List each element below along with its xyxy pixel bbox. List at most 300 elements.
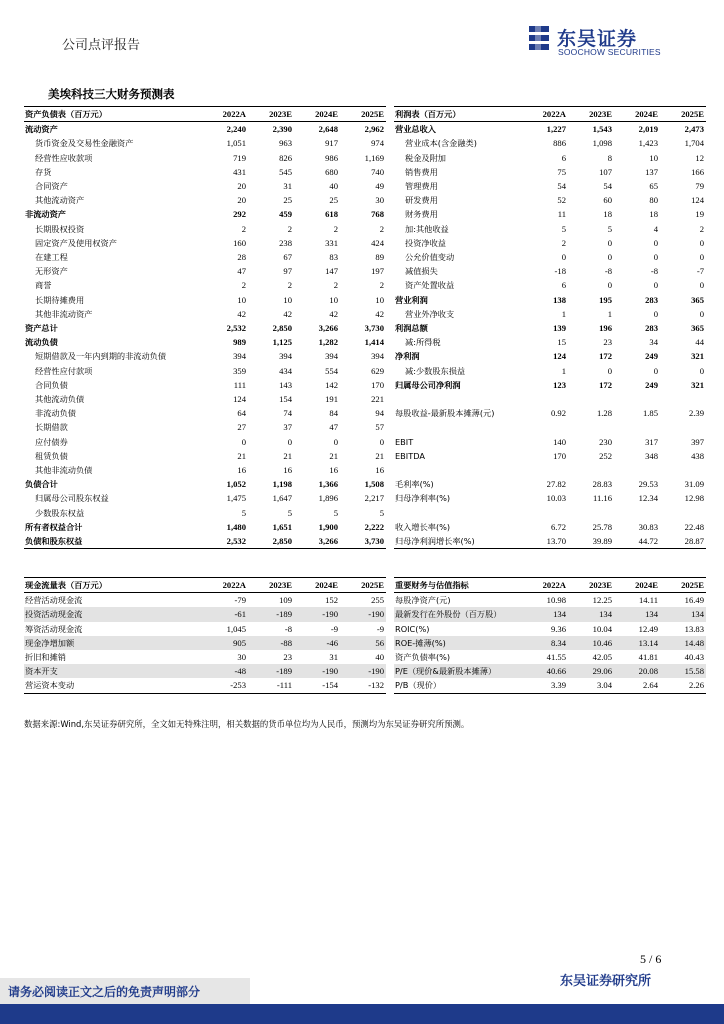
value-cell: 3,266 <box>318 323 338 334</box>
column-header: 2022A <box>202 107 248 122</box>
table-row <box>24 435 386 449</box>
value-cell: 252 <box>599 450 612 461</box>
value-cell: 2,217 <box>364 493 384 504</box>
value-cell: 147 <box>325 266 338 277</box>
value-cell: 42 <box>237 308 246 319</box>
value-cell: 11.16 <box>592 493 612 504</box>
table-row <box>24 520 386 534</box>
value-cell: 142 <box>325 379 338 390</box>
table-row <box>394 193 706 207</box>
footer-bar <box>0 1004 724 1024</box>
value-cell: 974 <box>371 138 384 149</box>
value-cell: 0 <box>607 252 612 263</box>
value-cell: 2 <box>287 223 292 234</box>
value-cell: -18 <box>554 266 566 277</box>
table-row <box>24 534 386 549</box>
value-cell: 0 <box>333 436 338 447</box>
value-cell: 30 <box>375 195 384 206</box>
value-cell: 230 <box>599 436 612 447</box>
column-header: 2024E <box>614 578 660 593</box>
column-header: 2025E <box>340 578 386 593</box>
row-label: 减:少数股东损益 <box>405 365 466 376</box>
value-cell: 25.78 <box>592 521 612 532</box>
value-cell: 97 <box>283 266 292 277</box>
value-cell: 31 <box>283 181 292 192</box>
value-cell: 139 <box>553 323 566 334</box>
value-cell: 109 <box>279 595 292 606</box>
value-cell: 0 <box>699 280 704 291</box>
table-row <box>394 250 706 264</box>
table-row <box>394 449 706 463</box>
table-row <box>394 165 706 179</box>
value-cell: 28.83 <box>592 479 612 490</box>
value-cell: 42 <box>375 308 384 319</box>
value-cell: 16.49 <box>684 595 704 606</box>
value-cell: 431 <box>233 166 246 177</box>
value-cell: 10.46 <box>568 636 614 650</box>
value-cell <box>568 463 614 477</box>
value-cell: -132 <box>340 678 386 693</box>
value-cell: 986 <box>325 152 338 163</box>
value-cell <box>568 420 614 434</box>
value-cell: -8 <box>650 266 658 277</box>
column-header: 2024E <box>294 578 340 593</box>
row-label: 营业外净收支 <box>405 308 455 319</box>
value-cell: 172 <box>599 351 612 362</box>
table-row <box>24 321 386 335</box>
value-cell: 5 <box>333 507 338 518</box>
value-cell: 317 <box>645 436 658 447</box>
table-row <box>394 179 706 193</box>
row-label: 加:其他收益 <box>405 223 449 234</box>
table-row <box>394 636 706 650</box>
value-cell: 124 <box>691 195 704 206</box>
footer-disclaimer: 请务必阅读正文之后的免责声明部分 <box>8 985 201 999</box>
value-cell: 29.53 <box>638 479 658 490</box>
value-cell: 1,543 <box>592 124 612 135</box>
value-cell: 44 <box>695 337 704 348</box>
logo-text-cn: 东吴证券 <box>557 28 638 50</box>
value-cell: 18 <box>649 209 658 220</box>
value-cell: 0 <box>699 237 704 248</box>
value-cell: 1,423 <box>638 138 658 149</box>
row-label: 资产负债率(%) <box>395 652 451 663</box>
table-row <box>24 222 386 236</box>
table-row <box>394 520 706 534</box>
row-label: 长期待摊费用 <box>35 294 85 305</box>
row-label: 其他流动负债 <box>35 394 85 405</box>
column-header: 2023E <box>248 107 294 122</box>
value-cell: 94 <box>375 408 384 419</box>
value-cell: 21 <box>283 450 292 461</box>
value-cell: 249 <box>645 379 658 390</box>
value-cell: 74 <box>283 408 292 419</box>
value-cell: 0 <box>699 252 704 263</box>
table-row <box>394 378 706 392</box>
value-cell: 20.08 <box>614 664 660 678</box>
value-cell: 152 <box>325 595 338 606</box>
column-header: 2023E <box>568 107 614 122</box>
row-label: 流动资产 <box>25 124 58 135</box>
value-cell: -61 <box>202 607 248 621</box>
value-cell: 60 <box>603 195 612 206</box>
table-row <box>394 278 706 292</box>
value-cell: 2 <box>379 223 384 234</box>
row-label: P/B（现价） <box>394 678 522 693</box>
table-row <box>394 222 706 236</box>
value-cell: 27.82 <box>546 479 566 490</box>
value-cell: 4 <box>653 223 658 234</box>
value-cell: 30 <box>237 652 246 663</box>
value-cell: 459 <box>279 209 292 220</box>
row-label: 合同资产 <box>35 181 68 192</box>
value-cell: 44.72 <box>614 534 660 549</box>
value-cell: 680 <box>325 166 338 177</box>
value-cell: -46 <box>294 636 340 650</box>
table-title-cell: 重要财务与估值指标 <box>394 578 522 593</box>
value-cell <box>660 463 706 477</box>
value-cell: 42 <box>283 308 292 319</box>
value-cell: 1 <box>607 308 612 319</box>
value-cell: 3,730 <box>340 534 386 549</box>
row-label: 资产总计 <box>25 323 58 334</box>
table-row <box>24 449 386 463</box>
value-cell <box>614 506 660 520</box>
table-header-row <box>394 107 706 122</box>
value-cell: 618 <box>325 209 338 220</box>
value-cell: -190 <box>340 664 386 678</box>
value-cell: 1,366 <box>318 479 338 490</box>
value-cell <box>568 392 614 406</box>
value-cell: 42.05 <box>592 652 612 663</box>
value-cell: 1,704 <box>684 138 704 149</box>
column-header: 2023E <box>248 578 294 593</box>
value-cell: 84 <box>329 408 338 419</box>
value-cell: 1,052 <box>226 479 246 490</box>
brand-logo <box>527 24 677 60</box>
value-cell: 5 <box>607 223 612 234</box>
value-cell: 197 <box>371 266 384 277</box>
table-header-row <box>24 107 386 122</box>
value-cell: 5 <box>241 507 246 518</box>
value-cell: 394 <box>233 351 246 362</box>
row-label: 负债和股东权益 <box>24 534 202 549</box>
value-cell: 434 <box>279 365 292 376</box>
value-cell: -48 <box>202 664 248 678</box>
table-row <box>394 477 706 491</box>
value-cell: 64 <box>237 408 246 419</box>
value-cell: 2,648 <box>318 124 338 135</box>
value-cell: 160 <box>233 237 246 248</box>
value-cell: 2,850 <box>272 323 292 334</box>
value-cell: 2.39 <box>688 408 704 419</box>
row-label: 营运资本变动 <box>24 678 202 693</box>
value-cell: 56 <box>340 636 386 650</box>
value-cell: 2,532 <box>202 534 248 549</box>
value-cell: 20 <box>237 195 246 206</box>
row-label: 管理费用 <box>405 181 438 192</box>
value-cell: 8.34 <box>522 636 568 650</box>
table-row <box>394 678 706 693</box>
value-cell: 2 <box>561 237 566 248</box>
value-cell: -8 <box>604 266 612 277</box>
value-cell: -190 <box>340 607 386 621</box>
value-cell: 79 <box>695 181 704 192</box>
value-cell: 826 <box>279 152 292 163</box>
table-row <box>394 491 706 505</box>
row-label: 财务费用 <box>405 209 438 220</box>
value-cell: 15 <box>557 337 566 348</box>
value-cell: 10 <box>375 294 384 305</box>
table-title-cell: 利润表（百万元） <box>394 107 522 122</box>
value-cell: 22.48 <box>684 521 704 532</box>
table-row <box>24 122 386 137</box>
row-label: 长期股权投资 <box>35 223 85 234</box>
table-row <box>24 193 386 207</box>
table-row <box>24 179 386 193</box>
table-row <box>24 678 386 693</box>
value-cell: 19 <box>695 209 704 220</box>
value-cell <box>660 420 706 434</box>
row-label: 租赁负债 <box>35 450 68 461</box>
row-label: 非流动资产 <box>25 209 66 220</box>
value-cell: 2.64 <box>614 678 660 693</box>
value-cell: 37 <box>283 422 292 433</box>
value-cell: 2,390 <box>272 124 292 135</box>
value-cell: 0 <box>653 308 658 319</box>
column-header: 2022A <box>522 107 568 122</box>
value-cell: 47 <box>329 422 338 433</box>
value-cell: 2,962 <box>364 124 384 135</box>
value-cell: 1,475 <box>226 493 246 504</box>
table-row <box>24 650 386 664</box>
value-cell: 2,240 <box>226 124 246 135</box>
value-cell: 1,414 <box>364 337 384 348</box>
logo-text-en: SOOCHOW SECURITIES <box>558 47 661 57</box>
table-row <box>394 136 706 150</box>
row-label <box>394 392 522 406</box>
value-cell: 14.48 <box>660 636 706 650</box>
table-row <box>394 392 706 406</box>
value-cell: 57 <box>375 422 384 433</box>
value-cell: 0 <box>379 436 384 447</box>
value-cell: 3,730 <box>364 323 384 334</box>
value-cell: 5 <box>379 507 384 518</box>
row-label: 无形资产 <box>35 266 68 277</box>
value-cell: -189 <box>248 664 294 678</box>
value-cell: 5 <box>561 223 566 234</box>
value-cell: 394 <box>371 351 384 362</box>
table-row <box>394 307 706 321</box>
value-cell: 283 <box>645 323 658 334</box>
value-cell: 1,508 <box>364 479 384 490</box>
table-row <box>24 349 386 363</box>
valuation-table <box>394 577 706 694</box>
value-cell: 292 <box>233 209 246 220</box>
row-label: 投资净收益 <box>405 237 446 248</box>
row-label: 归母净利润增长率(%) <box>394 534 522 549</box>
value-cell: 10.04 <box>592 623 612 634</box>
value-cell: 629 <box>371 365 384 376</box>
table-row <box>24 477 386 491</box>
table-row <box>24 491 386 505</box>
table-row <box>394 335 706 349</box>
logo-mark-icon <box>527 24 553 56</box>
value-cell: 30.83 <box>638 521 658 532</box>
value-cell: 16 <box>375 465 384 476</box>
value-cell: 40.43 <box>684 652 704 663</box>
value-cell: 2,019 <box>638 124 658 135</box>
row-label: 利润总额 <box>395 323 428 334</box>
row-label: 现金净增加额 <box>24 636 202 650</box>
value-cell: 25 <box>283 195 292 206</box>
value-cell: 40 <box>375 652 384 663</box>
value-cell: 1,647 <box>272 493 292 504</box>
row-label: 其他流动资产 <box>35 195 85 206</box>
table-title-cell: 资产负债表（百万元） <box>24 107 202 122</box>
row-label: 其他非流动资产 <box>35 308 93 319</box>
value-cell: 83 <box>329 252 338 263</box>
table-row <box>394 593 706 608</box>
table-row <box>394 607 706 621</box>
row-label: ROE-摊薄(%) <box>394 636 522 650</box>
table-row <box>24 506 386 520</box>
table-row <box>394 264 706 278</box>
table-row <box>24 593 386 608</box>
row-label: 流动负债 <box>25 337 58 348</box>
value-cell: 12.98 <box>684 493 704 504</box>
table-title-cell: 现金流量表（百万元） <box>24 578 202 593</box>
value-cell: 221 <box>371 394 384 405</box>
value-cell: 394 <box>325 351 338 362</box>
value-cell: 89 <box>375 252 384 263</box>
row-label: 减:所得税 <box>405 337 441 348</box>
column-header: 2024E <box>294 107 340 122</box>
value-cell: 15.58 <box>660 664 706 678</box>
table-row <box>24 406 386 420</box>
row-label: 投资活动现金流 <box>24 607 202 621</box>
value-cell: 12.25 <box>592 595 612 606</box>
value-cell: 65 <box>649 181 658 192</box>
value-cell: -190 <box>294 664 340 678</box>
row-label: 商誉 <box>35 280 52 291</box>
value-cell: -8 <box>284 623 292 634</box>
value-cell: 2 <box>241 280 246 291</box>
table-row <box>394 207 706 221</box>
value-cell: 1,651 <box>272 521 292 532</box>
row-label <box>394 506 522 520</box>
value-cell: 554 <box>325 365 338 376</box>
row-label: 货币资金及交易性金融资产 <box>35 138 134 149</box>
value-cell: 9.36 <box>550 623 566 634</box>
row-label <box>394 463 522 477</box>
column-header: 2022A <box>202 578 248 593</box>
value-cell: 8 <box>607 152 612 163</box>
value-cell: 134 <box>522 607 568 621</box>
value-cell: 0 <box>653 280 658 291</box>
value-cell <box>522 506 568 520</box>
value-cell: 989 <box>233 337 246 348</box>
value-cell: 52 <box>557 195 566 206</box>
value-cell <box>660 392 706 406</box>
value-cell: 905 <box>202 636 248 650</box>
source-note: 数据来源:Wind,东吴证券研究所，全文如无特殊注明，相关数据的货币单位均为人民币，预测均为东吴证券研究所预测。 <box>24 719 470 729</box>
value-cell: 719 <box>233 152 246 163</box>
row-label: 营业总收入 <box>395 124 436 135</box>
value-cell: 21 <box>375 450 384 461</box>
value-cell: 2,850 <box>248 534 294 549</box>
value-cell: 1,045 <box>226 623 246 634</box>
row-label: 少数股东权益 <box>35 507 85 518</box>
row-label: 经营活动现金流 <box>25 595 83 606</box>
row-label: 归母净利率(%) <box>395 493 451 504</box>
row-label: 公允价值变动 <box>405 252 455 263</box>
table-row <box>394 293 706 307</box>
value-cell: 25 <box>329 195 338 206</box>
value-cell: 49 <box>375 181 384 192</box>
value-cell: 10 <box>329 294 338 305</box>
table-row <box>394 406 706 420</box>
value-cell: 107 <box>599 166 612 177</box>
row-label: 其他非流动负债 <box>35 465 93 476</box>
table-row <box>24 278 386 292</box>
row-label: 资本开支 <box>24 664 202 678</box>
value-cell: 31 <box>329 652 338 663</box>
row-label: 应付债券 <box>35 436 68 447</box>
value-cell: -9 <box>330 623 338 634</box>
value-cell <box>614 392 660 406</box>
value-cell: 21 <box>237 450 246 461</box>
value-cell: 0 <box>287 436 292 447</box>
row-label: 短期借款及一年内到期的非流动负债 <box>35 351 167 362</box>
row-label: 经营性应收款项 <box>35 152 93 163</box>
value-cell: 348 <box>645 450 658 461</box>
value-cell: 47 <box>237 266 246 277</box>
value-cell: 2.26 <box>660 678 706 693</box>
value-cell: 5 <box>287 507 292 518</box>
value-cell: 166 <box>691 166 704 177</box>
value-cell: 140 <box>553 436 566 447</box>
value-cell: 16 <box>237 465 246 476</box>
table-row <box>24 264 386 278</box>
value-cell: -88 <box>248 636 294 650</box>
value-cell: 0 <box>607 280 612 291</box>
report-type: 公司点评报告 <box>62 38 141 53</box>
value-cell: 365 <box>691 323 704 334</box>
value-cell: 740 <box>371 166 384 177</box>
value-cell: 41.81 <box>638 652 658 663</box>
table-row <box>24 151 386 165</box>
row-label: 毛利率(%) <box>395 479 434 490</box>
value-cell: 2 <box>333 223 338 234</box>
value-cell: 1,480 <box>226 521 246 532</box>
value-cell: 170 <box>553 450 566 461</box>
value-cell: 0 <box>653 365 658 376</box>
row-label: EBITDA <box>395 450 425 461</box>
footer-institute: 东吴证券研究所 <box>560 974 652 989</box>
column-header: 2022A <box>522 578 568 593</box>
value-cell: 1,169 <box>364 152 384 163</box>
row-label: 研发费用 <box>405 195 438 206</box>
value-cell: 40.66 <box>522 664 568 678</box>
table-row <box>394 463 706 477</box>
row-label: 减值损失 <box>405 266 438 277</box>
value-cell: 16 <box>283 465 292 476</box>
value-cell: -79 <box>234 595 246 606</box>
value-cell: 29.06 <box>568 664 614 678</box>
row-label <box>394 420 522 434</box>
value-cell: -190 <box>294 607 340 621</box>
